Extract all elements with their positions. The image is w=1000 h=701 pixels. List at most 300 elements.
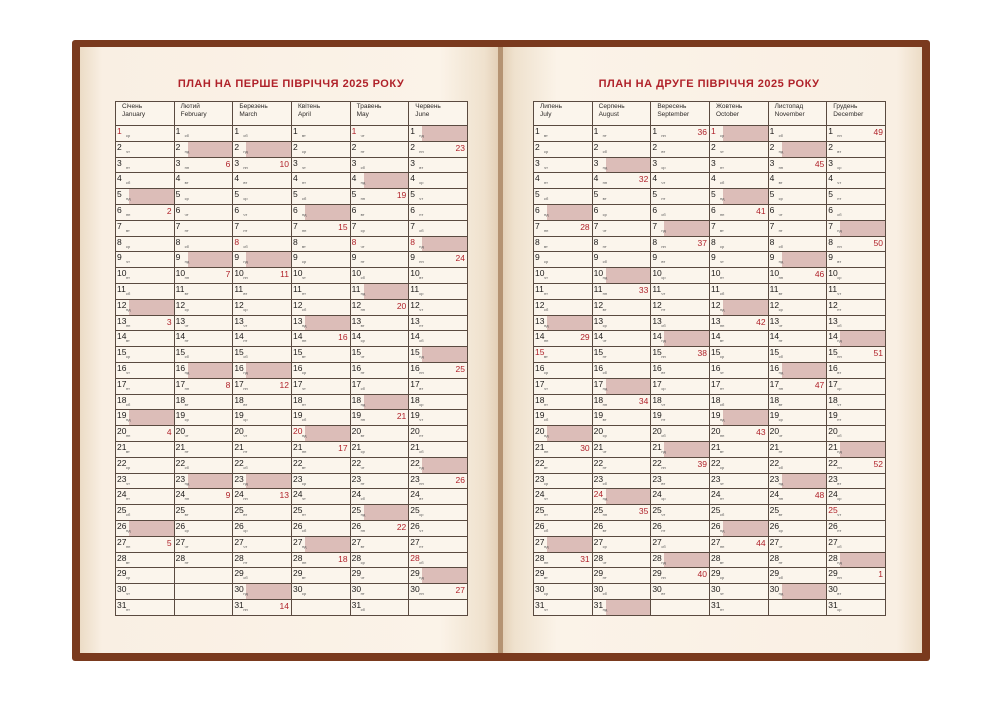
day-cell[interactable] <box>409 141 468 157</box>
day-cell[interactable] <box>291 173 350 189</box>
day-cell[interactable] <box>174 268 233 284</box>
day-cell[interactable] <box>534 441 593 457</box>
day-cell[interactable] <box>592 568 651 584</box>
day-cell[interactable] <box>827 552 886 568</box>
day-cell[interactable] <box>350 378 409 394</box>
day-cell[interactable] <box>651 204 710 220</box>
day-cell[interactable] <box>709 410 768 426</box>
day-cell[interactable] <box>409 315 468 331</box>
day-cell[interactable] <box>291 283 350 299</box>
day-cell[interactable] <box>709 552 768 568</box>
day-cell[interactable] <box>768 505 827 521</box>
day-cell[interactable] <box>534 489 593 505</box>
day-cell[interactable] <box>592 189 651 205</box>
day-cell[interactable] <box>768 410 827 426</box>
day-cell[interactable] <box>174 552 233 568</box>
day-cell[interactable] <box>291 426 350 442</box>
day-cell[interactable] <box>174 331 233 347</box>
day-cell[interactable] <box>174 489 233 505</box>
day-cell[interactable] <box>409 173 468 189</box>
day-cell[interactable] <box>534 599 593 615</box>
day-cell[interactable] <box>116 283 175 299</box>
day-cell[interactable] <box>592 536 651 552</box>
day-cell[interactable] <box>291 220 350 236</box>
day-cell[interactable] <box>768 252 827 268</box>
day-cell[interactable] <box>116 126 175 142</box>
day-cell[interactable] <box>709 394 768 410</box>
day-cell[interactable] <box>592 505 651 521</box>
day-cell[interactable] <box>534 426 593 442</box>
day-cell[interactable] <box>827 489 886 505</box>
day-cell[interactable] <box>651 441 710 457</box>
day-cell[interactable] <box>174 283 233 299</box>
day-cell[interactable] <box>534 457 593 473</box>
day-cell[interactable] <box>409 236 468 252</box>
day-cell[interactable] <box>709 520 768 536</box>
day-cell[interactable] <box>827 457 886 473</box>
day-cell[interactable] <box>592 599 651 615</box>
day-cell[interactable] <box>768 362 827 378</box>
day-cell[interactable] <box>651 189 710 205</box>
day-cell[interactable] <box>592 315 651 331</box>
day-cell[interactable] <box>827 568 886 584</box>
day-cell[interactable] <box>233 441 292 457</box>
day-cell[interactable] <box>827 426 886 442</box>
day-cell[interactable] <box>350 220 409 236</box>
day-cell[interactable] <box>174 157 233 173</box>
day-cell[interactable] <box>174 315 233 331</box>
day-cell[interactable] <box>592 489 651 505</box>
day-cell[interactable] <box>592 394 651 410</box>
day-cell[interactable] <box>116 584 175 600</box>
day-cell[interactable] <box>768 173 827 189</box>
day-cell[interactable] <box>709 157 768 173</box>
day-cell[interactable] <box>651 378 710 394</box>
day-cell[interactable] <box>350 141 409 157</box>
day-cell[interactable] <box>651 584 710 600</box>
day-cell[interactable] <box>651 268 710 284</box>
day-cell[interactable] <box>827 505 886 521</box>
day-cell[interactable] <box>174 204 233 220</box>
day-cell[interactable] <box>651 283 710 299</box>
day-cell[interactable] <box>409 457 468 473</box>
day-cell[interactable] <box>233 204 292 220</box>
day-cell[interactable] <box>768 568 827 584</box>
day-cell[interactable] <box>233 599 292 615</box>
day-cell[interactable] <box>116 204 175 220</box>
day-cell[interactable] <box>651 473 710 489</box>
day-cell[interactable] <box>291 378 350 394</box>
day-cell[interactable] <box>651 299 710 315</box>
day-cell[interactable] <box>709 426 768 442</box>
day-cell[interactable] <box>350 441 409 457</box>
day-cell[interactable] <box>116 315 175 331</box>
day-cell[interactable] <box>116 520 175 536</box>
day-cell[interactable] <box>592 331 651 347</box>
day-cell[interactable] <box>651 505 710 521</box>
day-cell[interactable] <box>651 220 710 236</box>
day-cell[interactable] <box>291 441 350 457</box>
day-cell[interactable] <box>409 204 468 220</box>
day-cell[interactable] <box>350 362 409 378</box>
day-cell[interactable] <box>534 126 593 142</box>
day-cell[interactable] <box>709 473 768 489</box>
day-cell[interactable] <box>534 252 593 268</box>
day-cell[interactable] <box>116 473 175 489</box>
day-cell[interactable] <box>174 378 233 394</box>
day-cell[interactable] <box>291 347 350 363</box>
day-cell[interactable] <box>233 426 292 442</box>
day-cell[interactable] <box>350 520 409 536</box>
day-cell[interactable] <box>534 173 593 189</box>
day-cell[interactable] <box>592 362 651 378</box>
day-cell[interactable] <box>827 204 886 220</box>
day-cell[interactable] <box>174 220 233 236</box>
day-cell[interactable] <box>709 347 768 363</box>
day-cell[interactable] <box>651 410 710 426</box>
day-cell[interactable] <box>116 173 175 189</box>
day-cell[interactable] <box>768 584 827 600</box>
day-cell[interactable] <box>709 568 768 584</box>
day-cell[interactable] <box>651 347 710 363</box>
day-cell[interactable] <box>116 268 175 284</box>
day-cell[interactable] <box>409 489 468 505</box>
day-cell[interactable] <box>174 473 233 489</box>
day-cell[interactable] <box>233 520 292 536</box>
day-cell[interactable] <box>827 599 886 615</box>
day-cell[interactable] <box>291 268 350 284</box>
day-cell[interactable] <box>409 410 468 426</box>
day-cell[interactable] <box>827 299 886 315</box>
day-cell[interactable] <box>709 584 768 600</box>
day-cell[interactable] <box>768 536 827 552</box>
day-cell[interactable] <box>768 315 827 331</box>
day-cell[interactable] <box>651 362 710 378</box>
day-cell[interactable] <box>827 378 886 394</box>
day-cell[interactable] <box>116 457 175 473</box>
day-cell[interactable] <box>592 378 651 394</box>
day-cell[interactable] <box>174 252 233 268</box>
day-cell[interactable] <box>768 552 827 568</box>
day-cell[interactable] <box>409 252 468 268</box>
day-cell[interactable] <box>709 441 768 457</box>
day-cell[interactable] <box>534 568 593 584</box>
day-cell[interactable] <box>409 552 468 568</box>
day-cell[interactable] <box>534 283 593 299</box>
day-cell[interactable] <box>409 189 468 205</box>
day-cell[interactable] <box>534 347 593 363</box>
day-cell[interactable] <box>651 520 710 536</box>
day-cell[interactable] <box>116 599 175 615</box>
day-cell[interactable] <box>116 441 175 457</box>
day-cell[interactable] <box>592 141 651 157</box>
day-cell[interactable] <box>116 568 175 584</box>
day-cell[interactable] <box>350 189 409 205</box>
day-cell[interactable] <box>116 236 175 252</box>
day-cell[interactable] <box>233 189 292 205</box>
day-cell[interactable] <box>534 141 593 157</box>
day-cell[interactable] <box>827 441 886 457</box>
day-cell[interactable] <box>768 457 827 473</box>
day-cell[interactable] <box>233 315 292 331</box>
day-cell[interactable] <box>233 362 292 378</box>
day-cell[interactable] <box>709 204 768 220</box>
day-cell[interactable] <box>827 347 886 363</box>
day-cell[interactable] <box>350 204 409 220</box>
day-cell[interactable] <box>534 394 593 410</box>
day-cell[interactable] <box>651 331 710 347</box>
day-cell[interactable] <box>651 315 710 331</box>
day-cell[interactable] <box>291 157 350 173</box>
day-cell[interactable] <box>233 126 292 142</box>
day-cell[interactable] <box>350 410 409 426</box>
day-cell[interactable] <box>534 536 593 552</box>
day-cell[interactable] <box>709 236 768 252</box>
day-cell[interactable] <box>827 126 886 142</box>
day-cell[interactable] <box>116 141 175 157</box>
day-cell[interactable] <box>233 157 292 173</box>
day-cell[interactable] <box>233 347 292 363</box>
day-cell[interactable] <box>174 173 233 189</box>
day-cell[interactable] <box>409 331 468 347</box>
day-cell[interactable] <box>350 536 409 552</box>
day-cell[interactable] <box>709 536 768 552</box>
day-cell[interactable] <box>233 283 292 299</box>
day-cell[interactable] <box>592 283 651 299</box>
day-cell[interactable] <box>709 252 768 268</box>
day-cell[interactable] <box>534 378 593 394</box>
day-cell[interactable] <box>592 204 651 220</box>
day-cell[interactable] <box>291 505 350 521</box>
day-cell[interactable] <box>350 331 409 347</box>
day-cell[interactable] <box>291 236 350 252</box>
day-cell[interactable] <box>409 378 468 394</box>
day-cell[interactable] <box>534 505 593 521</box>
day-cell[interactable] <box>174 520 233 536</box>
day-cell[interactable] <box>174 536 233 552</box>
day-cell[interactable] <box>350 505 409 521</box>
day-cell[interactable] <box>592 268 651 284</box>
day-cell[interactable] <box>709 331 768 347</box>
day-cell[interactable] <box>409 426 468 442</box>
day-cell[interactable] <box>409 299 468 315</box>
day-cell[interactable] <box>116 299 175 315</box>
day-cell[interactable] <box>350 252 409 268</box>
day-cell[interactable] <box>827 157 886 173</box>
day-cell[interactable] <box>827 520 886 536</box>
day-cell[interactable] <box>291 536 350 552</box>
day-cell[interactable] <box>709 362 768 378</box>
day-cell[interactable] <box>651 173 710 189</box>
day-cell[interactable] <box>592 457 651 473</box>
day-cell[interactable] <box>534 157 593 173</box>
day-cell[interactable] <box>651 157 710 173</box>
day-cell[interactable] <box>174 394 233 410</box>
day-cell[interactable] <box>233 268 292 284</box>
day-cell[interactable] <box>174 505 233 521</box>
day-cell[interactable] <box>592 584 651 600</box>
day-cell[interactable] <box>592 552 651 568</box>
day-cell[interactable] <box>709 220 768 236</box>
day-cell[interactable] <box>116 505 175 521</box>
day-cell[interactable] <box>827 283 886 299</box>
day-cell[interactable] <box>827 189 886 205</box>
day-cell[interactable] <box>174 457 233 473</box>
day-cell[interactable] <box>651 568 710 584</box>
day-cell[interactable] <box>350 552 409 568</box>
day-cell[interactable] <box>768 394 827 410</box>
day-cell[interactable] <box>233 410 292 426</box>
day-cell[interactable] <box>116 378 175 394</box>
day-cell[interactable] <box>709 283 768 299</box>
day-cell[interactable] <box>827 410 886 426</box>
day-cell[interactable] <box>350 236 409 252</box>
day-cell[interactable] <box>827 536 886 552</box>
day-cell[interactable] <box>233 568 292 584</box>
day-cell[interactable] <box>592 126 651 142</box>
day-cell[interactable] <box>291 552 350 568</box>
day-cell[interactable] <box>768 299 827 315</box>
day-cell[interactable] <box>827 315 886 331</box>
day-cell[interactable] <box>827 141 886 157</box>
day-cell[interactable] <box>592 410 651 426</box>
day-cell[interactable] <box>534 473 593 489</box>
day-cell[interactable] <box>534 189 593 205</box>
day-cell[interactable] <box>768 426 827 442</box>
day-cell[interactable] <box>827 584 886 600</box>
day-cell[interactable] <box>350 299 409 315</box>
day-cell[interactable] <box>827 173 886 189</box>
day-cell[interactable] <box>592 157 651 173</box>
day-cell[interactable] <box>233 173 292 189</box>
day-cell[interactable] <box>350 568 409 584</box>
day-cell[interactable] <box>174 426 233 442</box>
day-cell[interactable] <box>534 299 593 315</box>
day-cell[interactable] <box>174 236 233 252</box>
day-cell[interactable] <box>534 520 593 536</box>
day-cell[interactable] <box>116 157 175 173</box>
day-cell[interactable] <box>350 157 409 173</box>
day-cell[interactable] <box>174 347 233 363</box>
day-cell[interactable] <box>534 315 593 331</box>
day-cell[interactable] <box>409 220 468 236</box>
day-cell[interactable] <box>409 362 468 378</box>
day-cell[interactable] <box>709 299 768 315</box>
day-cell[interactable] <box>651 426 710 442</box>
day-cell[interactable] <box>291 299 350 315</box>
day-cell[interactable] <box>233 552 292 568</box>
day-cell[interactable] <box>174 189 233 205</box>
day-cell[interactable] <box>651 126 710 142</box>
day-cell[interactable] <box>291 394 350 410</box>
day-cell[interactable] <box>768 220 827 236</box>
day-cell[interactable] <box>827 220 886 236</box>
day-cell[interactable] <box>409 157 468 173</box>
day-cell[interactable] <box>409 473 468 489</box>
day-cell[interactable] <box>651 536 710 552</box>
day-cell[interactable] <box>350 268 409 284</box>
day-cell[interactable] <box>233 394 292 410</box>
day-cell[interactable] <box>350 347 409 363</box>
day-cell[interactable] <box>709 268 768 284</box>
day-cell[interactable] <box>534 204 593 220</box>
day-cell[interactable] <box>709 315 768 331</box>
day-cell[interactable] <box>709 505 768 521</box>
day-cell[interactable] <box>291 331 350 347</box>
day-cell[interactable] <box>291 489 350 505</box>
day-cell[interactable] <box>291 141 350 157</box>
day-cell[interactable] <box>409 441 468 457</box>
day-cell[interactable] <box>592 252 651 268</box>
day-cell[interactable] <box>651 252 710 268</box>
day-cell[interactable] <box>291 473 350 489</box>
day-cell[interactable] <box>768 473 827 489</box>
day-cell[interactable] <box>233 489 292 505</box>
day-cell[interactable] <box>233 331 292 347</box>
day-cell[interactable] <box>409 584 468 600</box>
day-cell[interactable] <box>768 126 827 142</box>
day-cell[interactable] <box>592 299 651 315</box>
day-cell[interactable] <box>709 141 768 157</box>
day-cell[interactable] <box>768 283 827 299</box>
day-cell[interactable] <box>233 220 292 236</box>
day-cell[interactable] <box>233 505 292 521</box>
day-cell[interactable] <box>709 126 768 142</box>
day-cell[interactable] <box>592 441 651 457</box>
day-cell[interactable] <box>116 331 175 347</box>
day-cell[interactable] <box>291 410 350 426</box>
day-cell[interactable] <box>768 441 827 457</box>
day-cell[interactable] <box>768 157 827 173</box>
day-cell[interactable] <box>291 252 350 268</box>
day-cell[interactable] <box>409 505 468 521</box>
day-cell[interactable] <box>651 141 710 157</box>
day-cell[interactable] <box>174 141 233 157</box>
day-cell[interactable] <box>409 268 468 284</box>
day-cell[interactable] <box>592 173 651 189</box>
day-cell[interactable] <box>409 283 468 299</box>
day-cell[interactable] <box>116 536 175 552</box>
day-cell[interactable] <box>534 331 593 347</box>
day-cell[interactable] <box>827 268 886 284</box>
day-cell[interactable] <box>116 362 175 378</box>
day-cell[interactable] <box>350 489 409 505</box>
day-cell[interactable] <box>592 236 651 252</box>
day-cell[interactable] <box>409 536 468 552</box>
day-cell[interactable] <box>233 457 292 473</box>
day-cell[interactable] <box>592 220 651 236</box>
day-cell[interactable] <box>350 283 409 299</box>
day-cell[interactable] <box>592 347 651 363</box>
day-cell[interactable] <box>116 489 175 505</box>
day-cell[interactable] <box>827 236 886 252</box>
day-cell[interactable] <box>409 568 468 584</box>
day-cell[interactable] <box>291 457 350 473</box>
day-cell[interactable] <box>709 378 768 394</box>
day-cell[interactable] <box>534 410 593 426</box>
day-cell[interactable] <box>116 189 175 205</box>
day-cell[interactable] <box>768 489 827 505</box>
day-cell[interactable] <box>651 394 710 410</box>
day-cell[interactable] <box>409 126 468 142</box>
day-cell[interactable] <box>768 236 827 252</box>
day-cell[interactable] <box>534 236 593 252</box>
day-cell[interactable] <box>350 457 409 473</box>
day-cell[interactable] <box>768 347 827 363</box>
day-cell[interactable] <box>350 173 409 189</box>
day-cell[interactable] <box>233 236 292 252</box>
day-cell[interactable] <box>709 457 768 473</box>
